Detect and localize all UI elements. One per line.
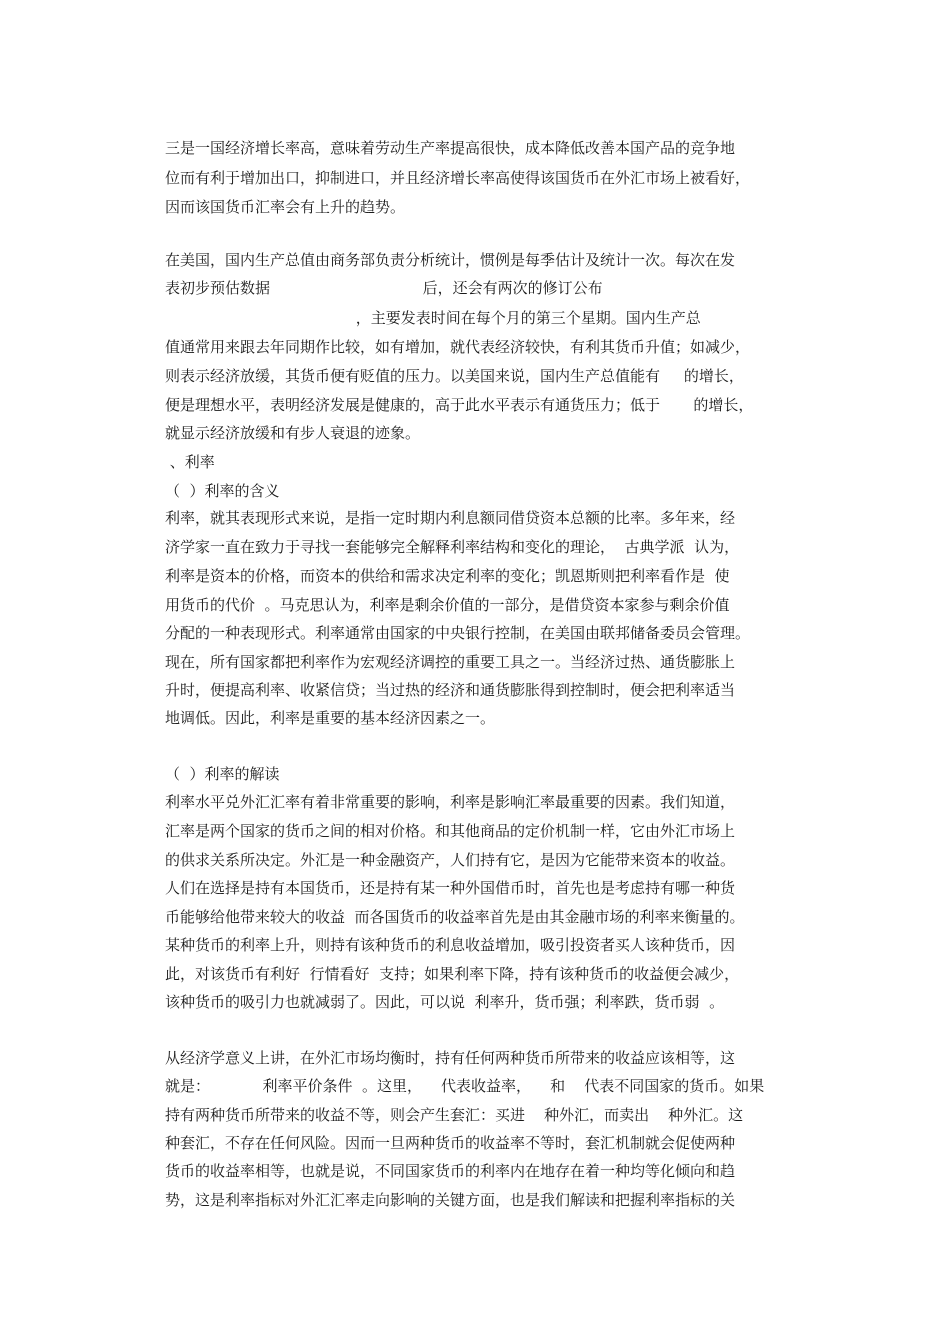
- text-line: 值通常用来跟去年同期作比较，如有增加，就代表经济较快，有利其货币升值；如减少，: [165, 338, 751, 356]
- text-line: 此，对该货币有利好 行情看好 支持；如果利率下降，持有该种货币的收益便会减少，: [165, 965, 740, 983]
- text-line: 利率水平兑外汇汇率有着非常重要的影响，利率是影响汇率最重要的因素。我们知道，: [165, 793, 736, 811]
- text-line: 位而有利于增加出口，抑制进口，并且经济增长率高使得该国货币在外汇市场上被看好，: [165, 169, 751, 187]
- text-line: 币能够给他带来较大的收益 而各国货币的收益率首先是由其金融市场的利率来衡量的。: [165, 908, 745, 926]
- text-line: 因而该国货币汇率会有上升的趋势。: [165, 198, 406, 216]
- text-line: 就显示经济放缓和有步人衰退的迹象。: [165, 424, 421, 442]
- text-line: 升时，便提高利率、收紧信贷；当过热的经济和通货膨胀得到控制时，便会把利率适当: [165, 681, 736, 699]
- text-line: 人们在选择是持有本国货币，还是持有某一种外国借币时，首先也是考虑持有哪一种货: [165, 879, 736, 897]
- text-line: 的供求关系所决定。外汇是一种金融资产，人们持有它，是因为它能带来资本的收益。: [165, 851, 736, 869]
- section-heading: 、利率: [165, 453, 215, 471]
- text-line: 货币的收益率相等，也就是说，不同国家货币的利率内在地存在着一种均等化倾向和趋: [165, 1162, 736, 1180]
- text-line: 种套汇，不存在任何风险。因而一旦两种货币的收益率不等时，套汇机制就会促使两种: [165, 1134, 736, 1152]
- subsection-heading: （ ）利率的解读: [165, 765, 280, 783]
- text-line: ，主要发表时间在每个月的第三个星期。国内生产总: [165, 309, 701, 327]
- text-line: 持有两种货币所带来的收益不等，则会产生套汇：买进 种外汇，而卖出 种外汇。这: [165, 1106, 744, 1124]
- text-line: 分配的一种表现形式。利率通常由国家的中央银行控制，在美国由联邦储备委员会管理。: [165, 624, 751, 642]
- text-line: 就是： 利率平价条件 。这里， 代表收益率， 和 代表不同国家的货币。如果: [165, 1077, 765, 1095]
- text-line: 三是一国经济增长率高，意味着劳动生产率提高很快，成本降低改善本国产品的竞争地: [165, 139, 736, 157]
- text-line: 从经济学意义上讲，在外汇市场均衡时，持有任何两种货币所带来的收益应该相等，这: [165, 1049, 736, 1067]
- text-line: 表初步预估数据 后，还会有两次的修订公布: [165, 279, 603, 297]
- text-line: 现在，所有国家都把利率作为宏观经济调控的重要工具之一。当经济过热、通货膨胀上: [165, 653, 736, 671]
- subsection-heading: （ ）利率的含义: [165, 482, 280, 500]
- text-line: 某种货币的利率上升，则持有该种货币的利息收益增加，吸引投资者买人该种货币，因: [165, 936, 736, 954]
- text-line: 势，这是利率指标对外汇汇率走向影响的关键方面，也是我们解读和把握利率指标的关: [165, 1191, 736, 1209]
- text-line: 利率，就其表现形式来说，是指一定时期内利息额同借贷资本总额的比率。多年来，经: [165, 509, 736, 527]
- text-line: 汇率是两个国家的货币之间的相对价格。和其他商品的定价机制一样，它由外汇市场上: [165, 822, 736, 840]
- text-line: 便是理想水平，表明经济发展是健康的，高于此水平表示有通货压力；低于 的增长，: [165, 396, 754, 414]
- text-line: 济学家一直在致力于寻找一套能够完全解释利率结构和变化的理论， 古典学派 认为，: [165, 538, 740, 556]
- text-line: 用货币的代价 。马克思认为，利率是剩余价值的一部分，是借贷资本家参与剩余价值: [165, 596, 730, 614]
- text-line: 该种货币的吸引力也就减弱了。因此，可以说 利率升，货币强；利率跌，货币弱 。: [165, 993, 725, 1011]
- text-line: 利率是资本的价格，而资本的供给和需求决定利率的变化；凯恩斯则把利率看作是 使: [165, 567, 730, 585]
- text-line: 在美国，国内生产总值由商务部负责分析统计，惯例是每季估计及统计一次。每次在发: [165, 251, 736, 269]
- text-line: 则表示经济放缓，其货币便有贬值的压力。以美国来说，国内生产总值能有 的增长，: [165, 367, 744, 385]
- text-line: 地调低。因此，利率是重要的基本经济因素之一。: [165, 709, 496, 727]
